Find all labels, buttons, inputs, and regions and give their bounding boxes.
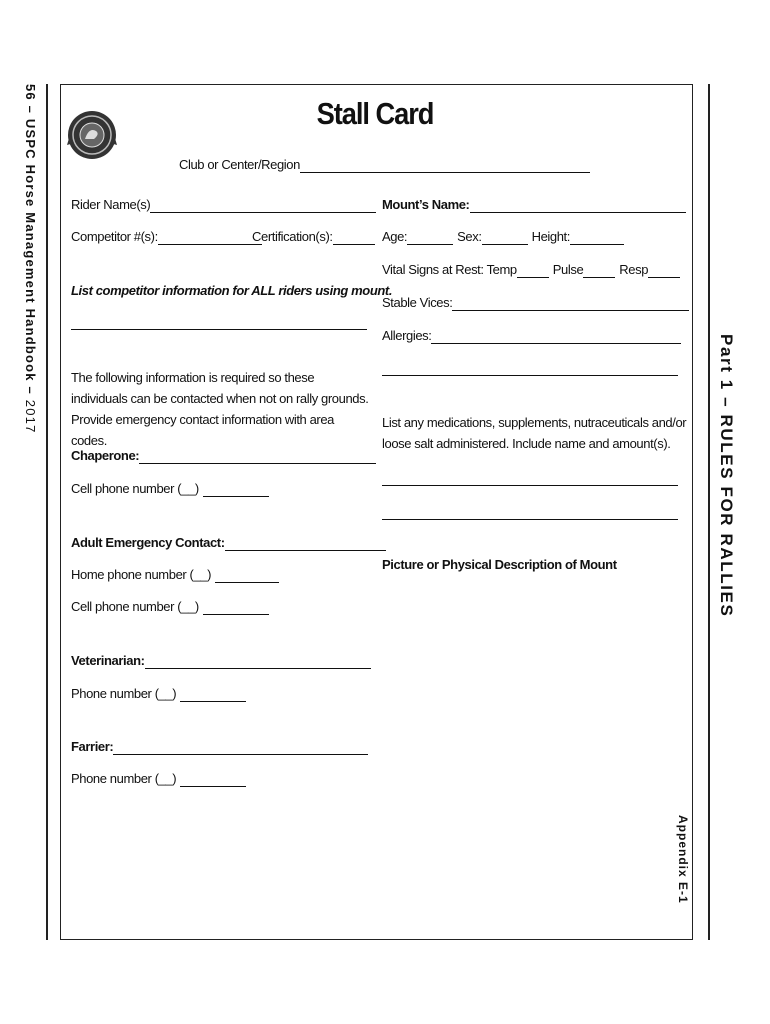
medications-paragraph: List any medications, supplements, nutraceuticals and/or loose salt administered. Include name and amount(s). [382, 415, 687, 451]
right-margin-rule [708, 84, 710, 940]
club-field[interactable] [179, 157, 590, 173]
club-label: Club or Center/Region [179, 157, 300, 172]
adult-cell-line [203, 601, 269, 615]
left-margin-rule [46, 84, 48, 940]
appendix-label: Appendix E-1 [676, 815, 690, 904]
farrier-phone-line [180, 773, 246, 787]
allergies-extra-line[interactable] [382, 375, 678, 376]
certification-field[interactable] [252, 229, 375, 245]
picture-description-label: Picture or Physical Description of Mount [382, 557, 617, 572]
age-sex-height-fields[interactable] [382, 229, 624, 245]
adult-contact-label: Adult Emergency Contact: [71, 535, 225, 550]
part-side-label: Part 1 – RULES FOR RALLIES [717, 334, 736, 618]
list-competitor-note: List competitor information for ALL riders using mount. [71, 283, 393, 298]
sex-label: Sex: [457, 229, 482, 244]
adult-contact-field[interactable] [71, 535, 386, 551]
vet-phone-field[interactable] [71, 686, 246, 702]
pulse-line [583, 264, 615, 278]
home-phone-field[interactable] [71, 567, 279, 583]
chaperone-cell-line [203, 483, 269, 497]
rider-line [150, 199, 376, 213]
chaperone-cell-field[interactable] [71, 481, 269, 497]
medications-line-1[interactable] [382, 485, 678, 486]
handbook-title: 56 – USPC Horse Management Handbook – [23, 84, 38, 400]
chaperone-line [139, 450, 376, 464]
chaperone-label: Chaperone: [71, 448, 140, 463]
certification-label: Certification(s): [252, 229, 333, 244]
pulse-label: Pulse [552, 262, 584, 277]
handbook-year: 2017 [23, 399, 38, 434]
farrier-phone-field[interactable] [71, 771, 246, 787]
veterinarian-field[interactable] [71, 653, 371, 669]
resp-label: Resp [619, 262, 649, 277]
stable-vices-line [452, 297, 689, 311]
stable-vices-label: Stable Vices: [382, 295, 453, 310]
competitor-line [158, 231, 262, 245]
resp-line [648, 264, 680, 278]
adult-contact-line [225, 537, 386, 551]
note-blank-line[interactable] [71, 329, 367, 330]
uspc-seal-icon [66, 99, 118, 179]
height-label: Height: [531, 229, 570, 244]
vet-phone-line [180, 688, 246, 702]
home-phone-label: Home phone number (__) [71, 567, 212, 582]
age-line [407, 231, 453, 245]
farrier-line [113, 741, 368, 755]
handbook-side-label [23, 84, 38, 434]
competitor-label: Competitor #(s): [71, 229, 158, 244]
adult-cell-field[interactable] [71, 599, 269, 615]
allergies-line [431, 330, 681, 344]
farrier-phone-label: Phone number (__) [71, 771, 177, 786]
home-phone-line [215, 569, 279, 583]
mount-name-field[interactable] [382, 197, 686, 213]
farrier-field[interactable] [71, 739, 368, 755]
contact-info-paragraph: The following information is required so these individuals can be contacted when not on rally grounds. Provide emergency contact information with area codes. [71, 370, 369, 448]
adult-cell-label: Cell phone number (__) [71, 599, 199, 614]
mount-name-label: Mount’s Name: [382, 197, 470, 212]
allergies-label: Allergies: [382, 328, 432, 343]
age-label: Age: [382, 229, 408, 244]
height-line [570, 231, 624, 245]
competitor-field[interactable] [71, 229, 262, 245]
chaperone-field[interactable] [71, 448, 376, 464]
vet-phone-label: Phone number (__) [71, 686, 177, 701]
mount-name-line [470, 199, 686, 213]
form-title: Stall Card [316, 96, 434, 131]
veterinarian-label: Veterinarian: [71, 653, 145, 668]
temp-label: Vital Signs at Rest: Temp [382, 262, 517, 277]
vital-signs-fields[interactable] [382, 262, 680, 278]
temp-line [517, 264, 549, 278]
certification-line [333, 231, 375, 245]
rider-field[interactable] [71, 197, 376, 213]
club-line [300, 159, 590, 173]
farrier-label: Farrier: [71, 739, 114, 754]
stable-vices-field[interactable] [382, 295, 689, 311]
allergies-field[interactable] [382, 328, 681, 344]
rider-label: Rider Name(s) [71, 197, 151, 212]
chaperone-cell-label: Cell phone number (__) [71, 481, 199, 496]
sex-line [482, 231, 528, 245]
medications-line-2[interactable] [382, 519, 678, 520]
veterinarian-line [145, 655, 371, 669]
